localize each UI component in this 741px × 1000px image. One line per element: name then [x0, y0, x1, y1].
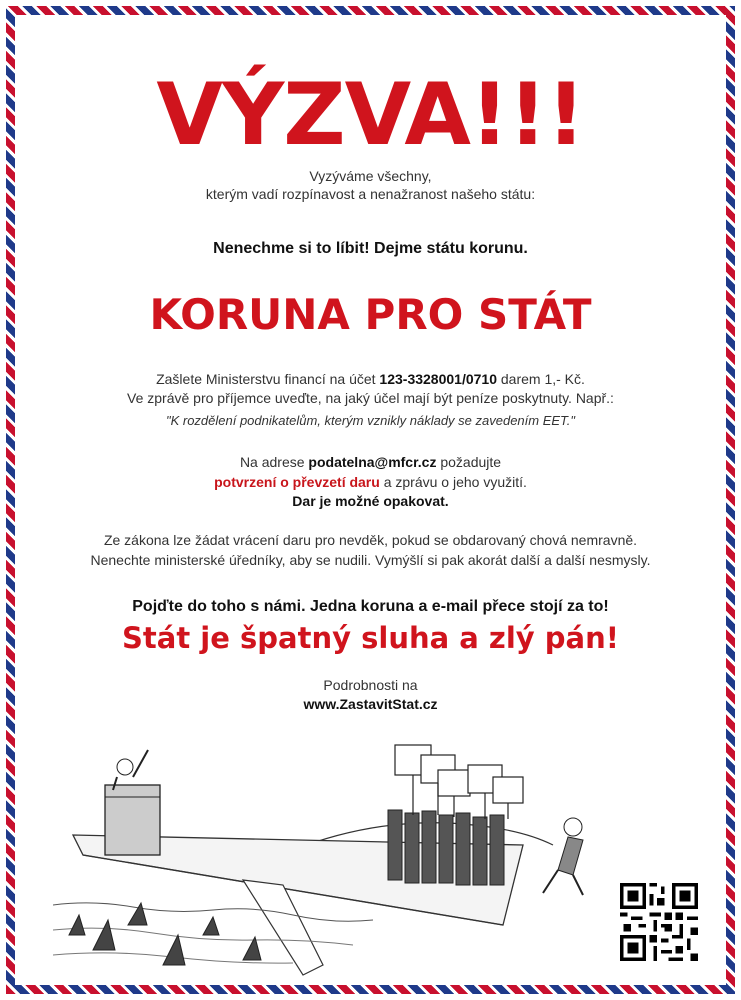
- details-url: www.ZastavitStat.cz: [303, 696, 438, 712]
- details-label: Podrobnosti na: [323, 677, 418, 693]
- law-line-1: Ze zákona lze žádat vrácení daru pro nevděk, pokud se obdarovaný chová nemravně.: [103, 532, 638, 548]
- example-note: "K rozdělení podnikatelům, kterým vznikly náklady se zavedením EET.": [165, 413, 576, 428]
- email-address: podatelna@mfcr.cz: [308, 454, 437, 470]
- call-to-action: Nenechme si to líbit! Dejme státu korunu.: [213, 240, 528, 257]
- email-line-1: Na adrese podatelna@mfcr.cz požadujte: [239, 454, 502, 470]
- slogan: Stát je špatný sluha a zlý pán!: [122, 621, 619, 655]
- confirmation-text: potvrzení o převzetí daru: [214, 474, 380, 490]
- join-line: Pojďte do toho s námi. Jedna koruna a e-mail přece stojí za to!: [132, 598, 609, 615]
- account-number: 123-3328001/0710: [379, 371, 497, 387]
- repeat-note: Dar je možné opakovat.: [292, 493, 449, 509]
- email-line-2: potvrzení o převzetí daru a zprávu o jeho využití.: [214, 474, 527, 490]
- intro-line-2: kterým vadí rozpínavost a nenažranost našeho státu:: [205, 186, 536, 202]
- intro-line-1: Vyzýváme všechny,: [309, 168, 432, 184]
- instructions-line-1: Zašlete Ministerstvu financí na účet 123-3328001/0710 darem 1,- Kč.: [156, 371, 585, 387]
- cartoon-illustration: [53, 735, 633, 985]
- headline: KORUNA PRO STÁT: [149, 290, 592, 339]
- instructions-line-2: Ve zprávě pro příjemce uveďte, na jaký účel mají být peníze poskytnuty. Např.:: [127, 390, 614, 406]
- law-line-2: Nenechte ministerské úředníky, aby se nudili. Vymýšlí si pak akorát další a další nesmysly.: [90, 552, 651, 568]
- qr-code: [620, 883, 698, 961]
- poster-title: VÝZVA!!!: [156, 65, 585, 165]
- poster: [15, 15, 726, 985]
